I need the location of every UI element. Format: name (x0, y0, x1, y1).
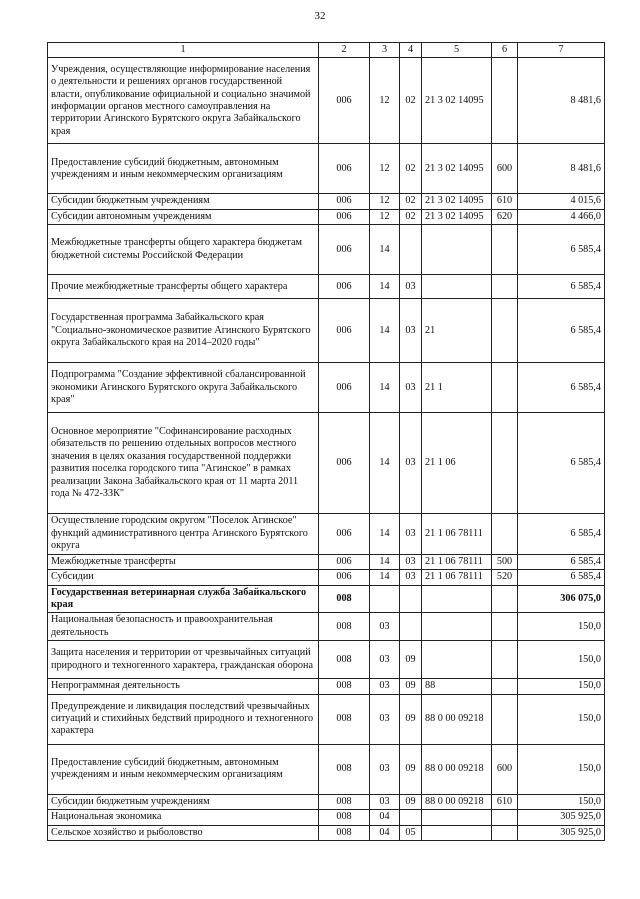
row-subsection: 09 (400, 641, 422, 679)
row-sum: 6 585,4 (518, 275, 605, 299)
row-name: Межбюджетные трансферты общего характера бюджетам бюджетной системы Российской Федерации (48, 225, 319, 275)
row-code: 006 (319, 413, 370, 514)
col-header-2: 2 (319, 43, 370, 58)
col-header-3: 3 (370, 43, 400, 58)
row-section: 14 (370, 554, 400, 569)
row-csr: 21 (422, 299, 492, 363)
row-sum: 306 075,0 (518, 585, 605, 613)
row-subsection: 02 (400, 58, 422, 144)
row-code: 008 (319, 613, 370, 641)
row-section: 04 (370, 810, 400, 825)
row-csr: 21 1 06 78111 (422, 570, 492, 585)
row-section: 14 (370, 299, 400, 363)
row-name: Национальная экономика (48, 810, 319, 825)
row-code: 008 (319, 679, 370, 694)
table-row (48, 225, 605, 275)
row-csr (422, 810, 492, 825)
row-name: Учреждения, осуществляющие информирование населения о деятельности и решениях органов государственной власти, опубликование официальной и социально значимой информации органов местного самоуправления на территории Агинского Бурятского округа Забайкальского края (48, 58, 319, 144)
row-csr: 88 (422, 679, 492, 694)
row-code: 006 (319, 275, 370, 299)
table-row (48, 514, 605, 554)
row-code: 006 (319, 570, 370, 585)
row-section: 14 (370, 570, 400, 585)
row-name: Предоставление субсидий бюджетным, автономным учреждениям и иным некоммерческим организациям (48, 744, 319, 794)
row-csr: 21 1 06 (422, 413, 492, 514)
row-csr (422, 275, 492, 299)
row-code: 006 (319, 554, 370, 569)
row-code: 008 (319, 825, 370, 840)
row-name: Субсидии бюджетным учреждениям (48, 794, 319, 809)
row-expense-type (492, 810, 518, 825)
row-subsection (400, 810, 422, 825)
table-row (48, 194, 605, 209)
row-name: Сельское хозяйство и рыболовство (48, 825, 319, 840)
row-code: 008 (319, 694, 370, 744)
table-row (48, 209, 605, 224)
row-csr: 88 0 00 09218 (422, 694, 492, 744)
table-row (48, 585, 605, 613)
row-name: Осуществление городским округом "Поселок Агинское" функций административного центра Агинского Бурятского округа (48, 514, 319, 554)
row-expense-type (492, 363, 518, 413)
row-sum: 4 466,0 (518, 209, 605, 224)
row-sum: 6 585,4 (518, 225, 605, 275)
row-subsection: 03 (400, 413, 422, 514)
row-expense-type: 610 (492, 194, 518, 209)
table-row (48, 613, 605, 641)
row-expense-type: 520 (492, 570, 518, 585)
row-section: 03 (370, 613, 400, 641)
row-name: Защита населения и территории от чрезвычайных ситуаций природного и техногенного характера, гражданская оборона (48, 641, 319, 679)
row-code: 006 (319, 194, 370, 209)
row-section (370, 585, 400, 613)
row-section: 03 (370, 794, 400, 809)
row-sum: 305 925,0 (518, 825, 605, 840)
table-row (48, 794, 605, 809)
row-expense-type (492, 275, 518, 299)
row-sum: 6 585,4 (518, 514, 605, 554)
row-section: 14 (370, 514, 400, 554)
row-subsection (400, 613, 422, 641)
row-csr: 21 3 02 14095 (422, 144, 492, 194)
row-expense-type (492, 413, 518, 514)
row-subsection: 03 (400, 363, 422, 413)
col-header-6: 6 (492, 43, 518, 58)
row-expense-type (492, 825, 518, 840)
row-csr: 88 0 00 09218 (422, 744, 492, 794)
table-row (48, 825, 605, 840)
row-subsection: 03 (400, 570, 422, 585)
row-sum: 6 585,4 (518, 554, 605, 569)
row-subsection: 03 (400, 514, 422, 554)
row-expense-type (492, 225, 518, 275)
row-subsection: 02 (400, 209, 422, 224)
row-sum: 6 585,4 (518, 299, 605, 363)
row-expense-type (492, 58, 518, 144)
row-expense-type: 600 (492, 744, 518, 794)
row-expense-type (492, 694, 518, 744)
col-header-4: 4 (400, 43, 422, 58)
row-subsection: 09 (400, 744, 422, 794)
row-expense-type (492, 613, 518, 641)
row-name: Субсидии (48, 570, 319, 585)
row-subsection: 03 (400, 299, 422, 363)
row-name: Подпрограмма "Создание эффективной сбалансированной экономики Агинского Бурятского округа Забайкальского края" (48, 363, 319, 413)
row-section: 03 (370, 744, 400, 794)
row-expense-type (492, 585, 518, 613)
table-header-row (48, 43, 605, 58)
row-section: 03 (370, 641, 400, 679)
table-row (48, 363, 605, 413)
row-name: Прочие межбюджетные трансферты общего характера (48, 275, 319, 299)
row-expense-type (492, 641, 518, 679)
row-expense-type: 600 (492, 144, 518, 194)
row-subsection: 02 (400, 144, 422, 194)
row-csr: 88 0 00 09218 (422, 794, 492, 809)
budget-table (47, 42, 605, 841)
row-subsection: 02 (400, 194, 422, 209)
row-code: 006 (319, 209, 370, 224)
table-row (48, 554, 605, 569)
row-code: 008 (319, 585, 370, 613)
row-code: 008 (319, 744, 370, 794)
table-row (48, 570, 605, 585)
row-expense-type (492, 679, 518, 694)
row-code: 006 (319, 363, 370, 413)
row-sum: 8 481,6 (518, 144, 605, 194)
row-csr (422, 585, 492, 613)
row-section: 04 (370, 825, 400, 840)
row-sum: 150,0 (518, 679, 605, 694)
row-section: 12 (370, 144, 400, 194)
row-sum: 150,0 (518, 794, 605, 809)
row-name: Субсидии бюджетным учреждениям (48, 194, 319, 209)
page-number: 32 (314, 10, 326, 22)
row-subsection: 09 (400, 679, 422, 694)
row-csr: 21 3 02 14095 (422, 58, 492, 144)
row-code: 006 (319, 514, 370, 554)
table-row (48, 810, 605, 825)
row-sum: 6 585,4 (518, 413, 605, 514)
row-name: Государственная программа Забайкальского края "Социально-экономическое развитие Агинского Бурятского округа Забайкальского края на 2014–2020 годы" (48, 299, 319, 363)
row-csr (422, 613, 492, 641)
row-section: 14 (370, 413, 400, 514)
row-code: 006 (319, 144, 370, 194)
row-section: 14 (370, 225, 400, 275)
table-row (48, 58, 605, 144)
row-section: 14 (370, 363, 400, 413)
row-csr: 21 3 02 14095 (422, 194, 492, 209)
row-code: 008 (319, 810, 370, 825)
row-sum: 6 585,4 (518, 363, 605, 413)
table-row (48, 144, 605, 194)
row-sum: 150,0 (518, 613, 605, 641)
row-expense-type: 620 (492, 209, 518, 224)
row-section: 14 (370, 275, 400, 299)
col-header-5: 5 (422, 43, 492, 58)
row-sum: 150,0 (518, 641, 605, 679)
row-subsection (400, 585, 422, 613)
row-section: 12 (370, 58, 400, 144)
row-expense-type: 610 (492, 794, 518, 809)
row-code: 008 (319, 794, 370, 809)
row-csr: 21 1 06 78111 (422, 514, 492, 554)
table-row (48, 299, 605, 363)
table-row (48, 744, 605, 794)
row-csr (422, 225, 492, 275)
table-row (48, 679, 605, 694)
row-name: Непрограммная деятельность (48, 679, 319, 694)
row-name: Основное мероприятие "Софинансирование расходных обязательств по решению отдельных вопросов местного значения в целях оказания государственной поддержки развития поселка городского типа "Агинское" в рамках реализации Закона Забайкальского края от 11 марта 2011 года № 472-ЗЗК" (48, 413, 319, 514)
row-sum: 150,0 (518, 694, 605, 744)
row-name: Национальная безопасность и правоохранительная деятельность (48, 613, 319, 641)
row-subsection: 03 (400, 554, 422, 569)
row-section: 03 (370, 679, 400, 694)
row-section: 12 (370, 209, 400, 224)
row-sum: 8 481,6 (518, 58, 605, 144)
row-sum: 6 585,4 (518, 570, 605, 585)
row-section: 03 (370, 694, 400, 744)
table-row (48, 641, 605, 679)
row-subsection: 05 (400, 825, 422, 840)
row-subsection: 09 (400, 694, 422, 744)
row-csr: 21 1 06 78111 (422, 554, 492, 569)
row-name: Предоставление субсидий бюджетным, автономным учреждениям и иным некоммерческим организациям (48, 144, 319, 194)
row-code: 008 (319, 641, 370, 679)
row-csr (422, 825, 492, 840)
row-expense-type (492, 299, 518, 363)
row-subsection (400, 225, 422, 275)
row-csr (422, 641, 492, 679)
row-name: Предупреждение и ликвидация последствий чрезвычайных ситуаций и стихийных бедствий природного и техногенного характера (48, 694, 319, 744)
row-subsection: 03 (400, 275, 422, 299)
row-expense-type: 500 (492, 554, 518, 569)
row-code: 006 (319, 225, 370, 275)
row-name: Межбюджетные трансферты (48, 554, 319, 569)
row-csr: 21 3 02 14095 (422, 209, 492, 224)
col-header-7: 7 (518, 43, 605, 58)
row-expense-type (492, 514, 518, 554)
row-csr: 21 1 (422, 363, 492, 413)
table-row (48, 694, 605, 744)
row-name: Государственная ветеринарная служба Забайкальского края (48, 585, 319, 613)
table-row (48, 413, 605, 514)
row-code: 006 (319, 299, 370, 363)
row-sum: 305 925,0 (518, 810, 605, 825)
row-sum: 4 015,6 (518, 194, 605, 209)
row-subsection: 09 (400, 794, 422, 809)
row-section: 12 (370, 194, 400, 209)
row-name: Субсидии автономным учреждениям (48, 209, 319, 224)
col-header-1: 1 (48, 43, 319, 58)
row-sum: 150,0 (518, 744, 605, 794)
table-row (48, 275, 605, 299)
row-code: 006 (319, 58, 370, 144)
